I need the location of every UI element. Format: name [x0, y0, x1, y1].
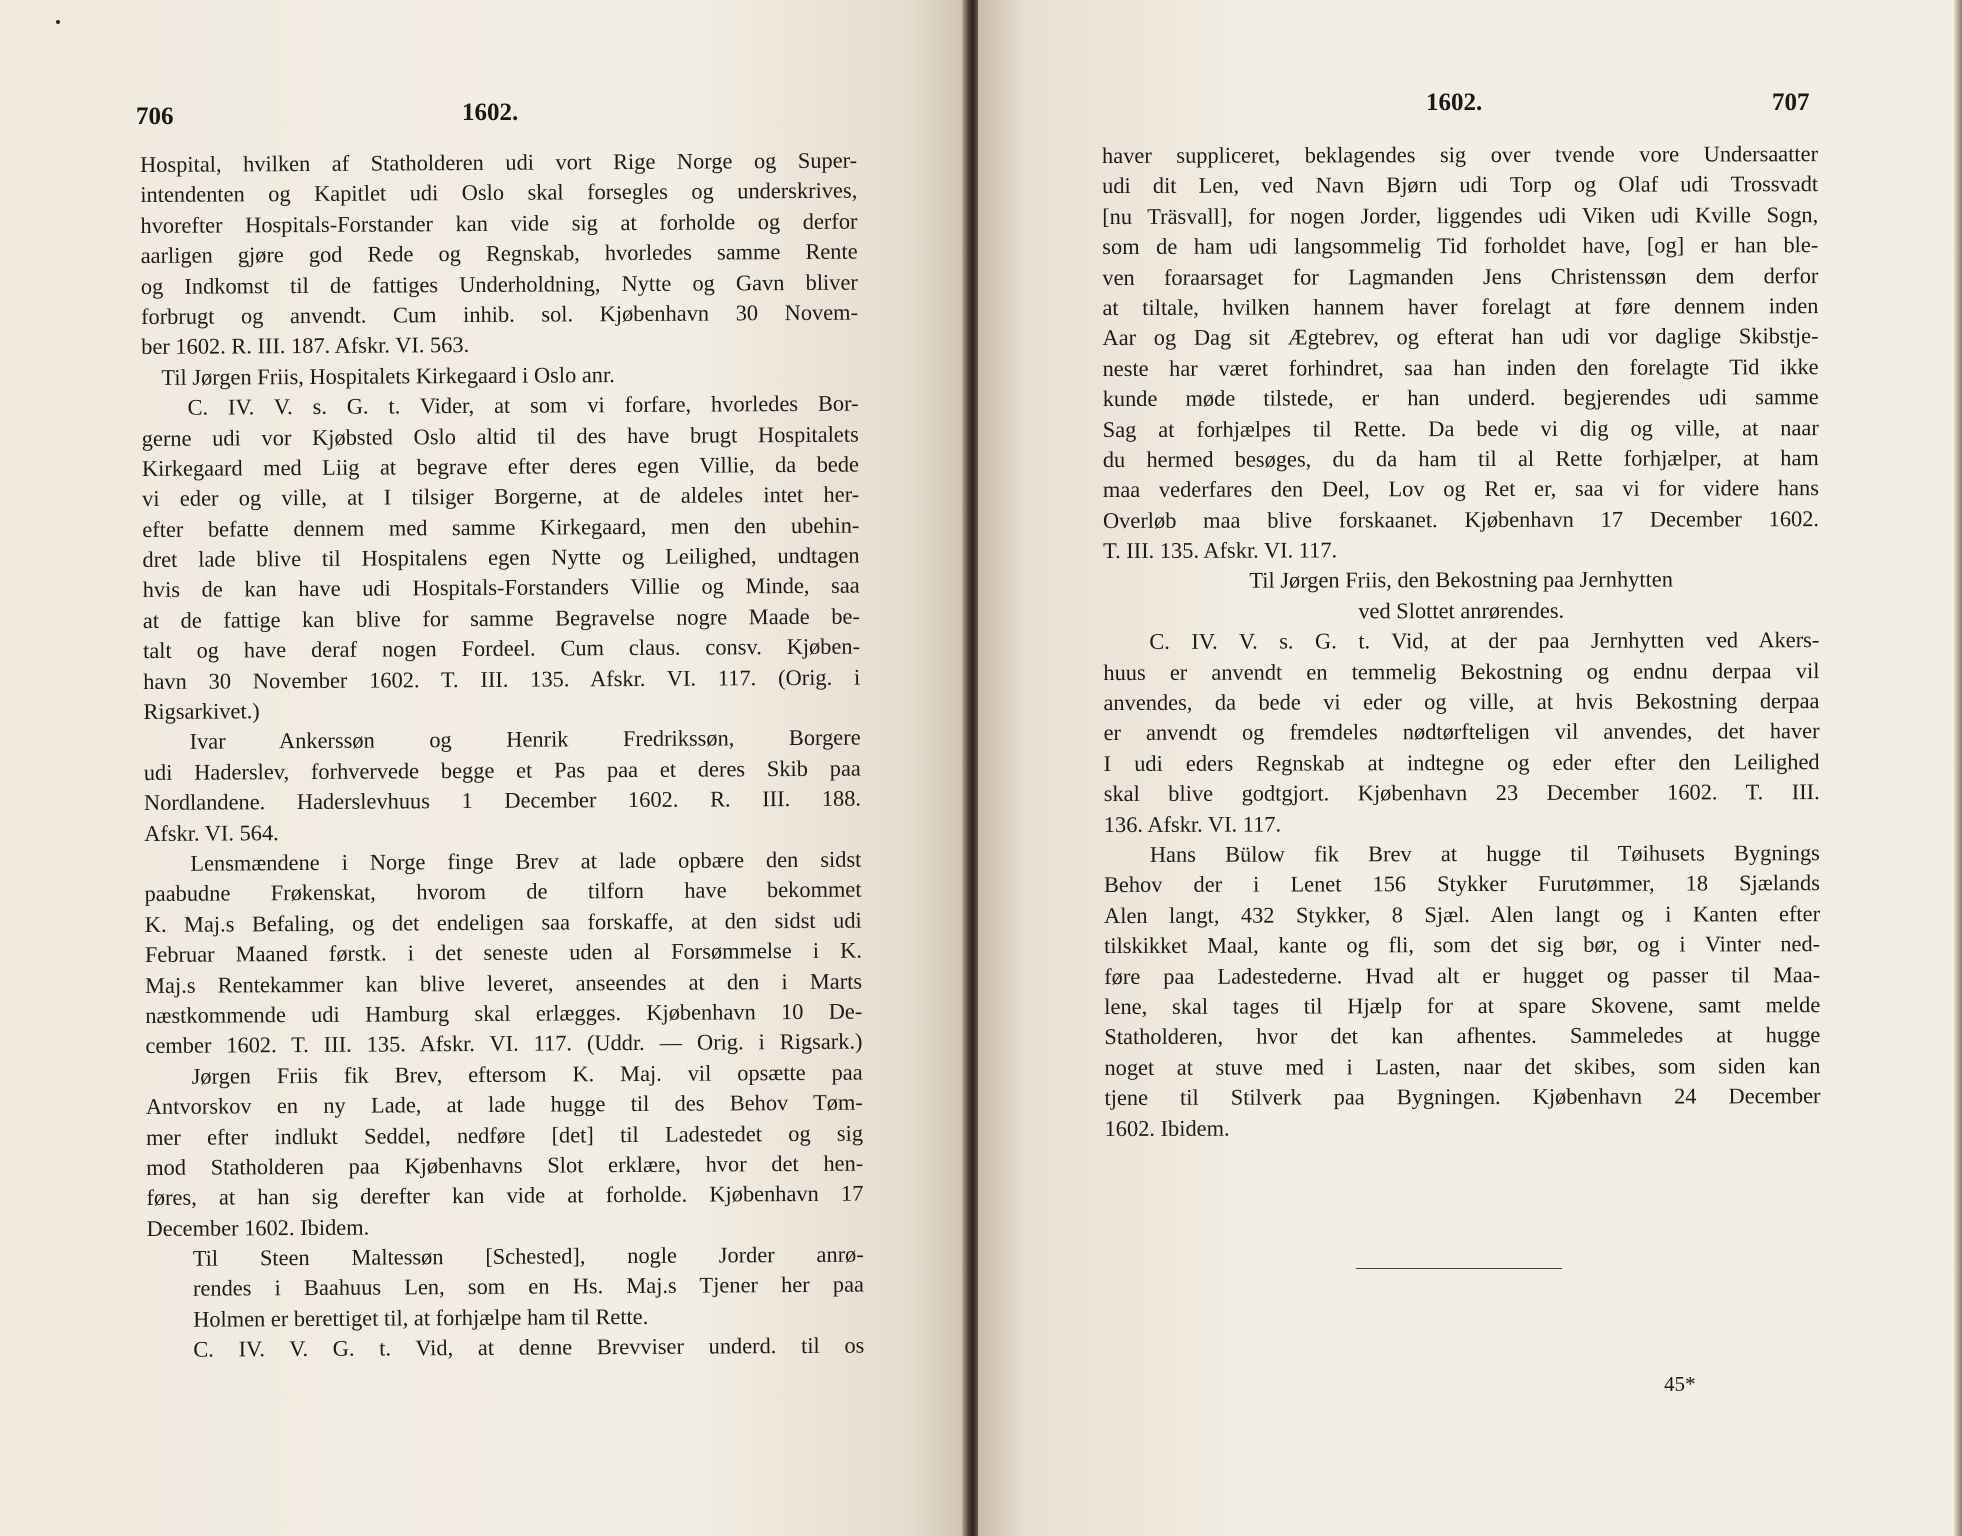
text-line: Februar Maaned førstk. i det seneste uden al Forsømmelse i K. [144, 937, 862, 968]
letter-heading: ved Slottet anrørendes. [1358, 597, 1565, 624]
letter-heading: rendes i Baahuus Len, som en Hs. Maj.s Tjener her paa [192, 1272, 865, 1302]
text-line: Jørgen Friis fik Brev, eftersom K. Maj. vil opsætte paa [191, 1059, 863, 1089]
text-line: aarligen gjøre god Rede og Regnskab, hvorledes samme Rente [140, 238, 858, 269]
text-line: Overløb maa blive forskaanet. Kjøbenhavn 17 December 1602. [1102, 505, 1820, 533]
text-line: Afskr. VI. 564. [144, 819, 279, 846]
text-line: C. IV. V. s. G. t. Vid, at der paa Jernhytten ved Akers- [1149, 627, 1820, 655]
text-line: tjene til Stilverk paa Bygningen. Kjøbenhavn 24 December [1104, 1083, 1821, 1111]
text-line: hvorefter Hospitals-Forstander kan vide sig at forholde og derfor [140, 208, 858, 238]
text-line: næstkommende udi Hamburg skal erlægges. Kjøbenhavn 10 De- [145, 998, 863, 1028]
page-number: 706 [136, 103, 174, 130]
text-line: skal blive godtgjort. Kjøbenhavn 23 December 1602. T. III. [1103, 779, 1820, 807]
signature-mark: 45* [1664, 1372, 1696, 1396]
text-line: Ivar Ankerssøn og Henrik Fredrikssøn, Borgere [189, 725, 861, 755]
text-line: efter befatte dennem med samme Kirkegaard, men den ubehin- [142, 512, 860, 542]
text-line: Lensmændene i Norge finge Brev at lade opbære den sidst [190, 846, 862, 876]
text-line: havn 30 November 1602. T. III. 135. Afskr. VI. 117. (Orig. i [143, 664, 861, 694]
text-line: er anvendt og fremdeles nødtørfteligen vil anvendes, det haver [1103, 718, 1820, 746]
text-line: som de ham udi langsommelig Tid forholdet have, [og] er han ble- [1102, 232, 1819, 260]
text-line: huus er anvendt en temmelig Bekostning og endnu derpaa vil [1103, 657, 1820, 685]
text-line: Hans Bülow fik Brev at hugge til Tøihusets Bygnings [1149, 840, 1820, 867]
text-line: udi Haderslev, forhvervede begge et Pas paa et deres Skib paa [143, 755, 861, 785]
text-line: paabudne Frøkenskat, hvorom de tilforn have bekommet [144, 876, 862, 907]
letter-heading: Holmen er berettiget til, at forhjælpe ham til Rette. [193, 1303, 649, 1332]
text-line: 1602. Ibidem. [1104, 1115, 1230, 1141]
text-line: neste har været forhindret, saa han inden den forelagte Tid ikke [1102, 353, 1819, 381]
text-line: mod Statholderen paa Kjøbenhavns Slot erklære, hvor det hen- [146, 1150, 864, 1180]
text-line: Alen langt, 432 Stykker, 8 Sjæl. Alen langt og i Kanten efter [1103, 900, 1821, 928]
text-line: I udi eders Regnskab at indtegne og eder efter den Leilighed [1103, 748, 1820, 776]
page-edge-shadow [1954, 0, 1962, 1536]
text-line: Nordlandene. Haderslevhuus 1 December 1602. R. III. 188. [143, 785, 862, 816]
right-page [978, 0, 1962, 1536]
text-line: C. IV. V. s. G. t. Vider, at som vi forfare, hvorledes Bor- [187, 390, 859, 420]
text-line: noget at stuve med i Lasten, naar det skibes, som siden kan [1104, 1052, 1821, 1080]
text-line: K. Maj.s Befaling, og det endeligen saa forskaffe, at den sidst udi [144, 907, 862, 937]
text-line: og Indkomst til de fattiges Underholdning, Nytte og Gavn bliver [140, 269, 858, 299]
text-line: føres, at han sig derefter kan vide at forholde. Kjøbenhavn 17 [146, 1180, 864, 1211]
body-text [140, 146, 864, 1366]
text-line: talt og have deraf nogen Fordeel. Cum claus. consv. Kjøben- [142, 633, 861, 664]
text-line: dret lade blive til Hospitalens egen Nytte og Leilighed, undtagen [142, 542, 860, 573]
text-line: Rigsarkivet.) [143, 698, 260, 725]
text-line: ber 1602. R. III. 187. Afskr. VI. 563. [141, 332, 470, 360]
text-line: C. IV. V. G. t. Vid, at denne Brevviser underd. til os [193, 1332, 865, 1362]
text-line: Antvorskov en ny Lade, at lade hugge til des Behov Tøm- [145, 1089, 863, 1120]
letter-heading: Til Steen Maltessøn [Schested], nogle Jorder anrø- [192, 1241, 864, 1271]
text-line: cember 1602. T. III. 135. Afskr. VI. 117. (Uddr. — Orig. i Rigsark.) [145, 1028, 863, 1059]
text-line: Kirkegaard med Liig at begrave efter deres egen Villie, da bede [141, 451, 860, 481]
text-line: Hospital, hvilken af Statholderen udi vort Rige Norge og Super- [140, 147, 858, 177]
text-line: du hermed besøges, du da ham til al Rette forhjælper, at ham [1102, 445, 1819, 472]
text-line: December 1602. Ibidem. [146, 1214, 370, 1241]
text-line: tilskikket Maal, kante og fli, som det sig bør, og i Vinter ned- [1104, 931, 1821, 959]
text-line: udi dit Len, ved Navn Bjørn udi Torp og Olaf udi Trossvadt [1102, 171, 1819, 199]
text-line: haver suppliceret, beklagendes sig over tvende vore Undersaatter [1102, 141, 1819, 168]
text-line: Maj.s Rentekammer kan blive leveret, anseendes at den i Marts [145, 968, 863, 998]
running-header-year: 1602. [462, 99, 519, 126]
text-line: at tiltale, hvilken hannem haver forelagt at føre dennem inden [1102, 293, 1819, 320]
text-line: Behov der i Lenet 156 Stykker Furutømmer, 18 Sjælands [1103, 870, 1820, 898]
text-line: at de fattige kan blive for samme Begravelse nogre Maade be- [142, 603, 860, 633]
text-line: ven foraarsaget for Lagmanden Jens Christenssøn dem derfor [1102, 262, 1819, 290]
text-line: T. III. 135. Afskr. VI. 117. [1103, 537, 1338, 564]
text-line: kunde møde tilstede, er han underd. begjerendes udi samme [1102, 384, 1819, 412]
text-line: 136. Afskr. VI. 117. [1103, 811, 1282, 837]
letter-heading: Til Jørgen Friis, Hospitalets Kirkegaard i Oslo anr. [161, 361, 615, 390]
text-line: Sag at forhjælpes til Rette. Da bede vi dig og ville, at naar [1102, 414, 1819, 442]
text-line: Aar og Dag sit Ægtebrev, og efterat han udi vor daglige Skibstje- [1102, 323, 1819, 351]
left-page [0, 0, 966, 1536]
text-line: maa vederfares den Deel, Lov og Ret er, saa vi for videre hans [1102, 475, 1819, 503]
ink-dot [56, 20, 60, 24]
text-line: intendenten og Kapitlet udi Oslo skal forsegles og underskrives, [140, 178, 858, 208]
running-header-year: 1602. [1426, 89, 1483, 116]
text-line: gerne udi vor Kjøbsted Oslo altid til des have brugt Hospitalets [141, 421, 859, 451]
text-line: Statholderen, hvor det kan afhentes. Sammeledes at hugge [1104, 1022, 1821, 1050]
text-line: føre paa Ladestederne. Hvad alt er hugget og passer til Maa- [1104, 961, 1821, 989]
section-end-rule [1356, 1268, 1562, 1269]
text-line: [nu Träsvall], for nogen Jorder, liggendes udi Viken udi Kville Sogn, [1102, 201, 1819, 229]
text-line: mer efter indlukt Seddel, nedføre [det] til Ladestedet og sig [145, 1120, 864, 1150]
text-line: anvendes, da bede vi eder og ville, at hvis Bekostning derpaa [1103, 688, 1820, 716]
text-line: lene, skal tages til Hjælp for at spare Skovene, samt melde [1104, 992, 1821, 1019]
text-line: forbrugt og anvendt. Cum inhib. sol. Kjøbenhavn 30 Novem- [140, 299, 859, 329]
letter-heading: Til Jørgen Friis, den Bekostning paa Jernhytten [1249, 566, 1673, 594]
page-number: 707 [1772, 89, 1810, 116]
text-line: vi eder og ville, at I tilsiger Borgerne, at de aldeles intet her- [142, 481, 860, 512]
body-text [1102, 139, 1821, 1144]
text-line: hvis de kan have udi Hospitals-Forstanders Villie og Minde, saa [142, 573, 860, 603]
